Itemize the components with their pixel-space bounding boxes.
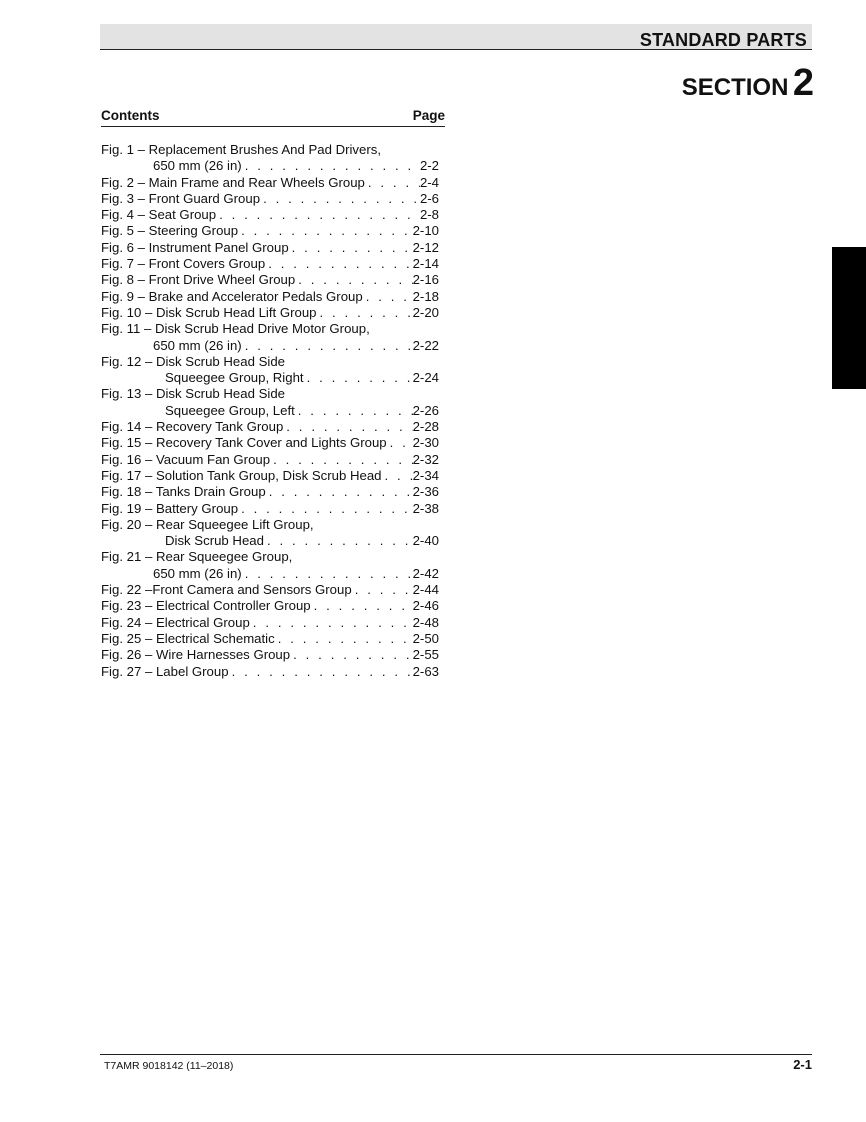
toc-entry[interactable] [101, 484, 439, 500]
table-of-contents [101, 108, 445, 680]
toc-entry-title: Fig. 22 –Front Camera and Sensors Group [101, 582, 352, 598]
toc-entry-title: Fig. 24 – Electrical Group [101, 614, 250, 630]
toc-header [101, 108, 445, 127]
dot-leader [242, 158, 420, 174]
toc-entry-title: Fig. 9 – Brake and Accelerator Pedals Group [101, 288, 363, 304]
header-title: STANDARD PARTS [639, 30, 807, 50]
dot-leader [265, 256, 412, 272]
footer-doc-id: T7AMR 9018142 (11–2018) [104, 1060, 234, 1072]
toc-entry-page: 2-40 [412, 533, 439, 549]
toc-entry-title: Fig. 4 – Seat Group [101, 207, 217, 223]
toc-entry-title: Fig. 20 – Rear Squeegee Lift Group, [101, 516, 314, 532]
toc-entry[interactable] [101, 435, 439, 451]
toc-entry-page: 2-6 [419, 190, 439, 206]
toc-entry[interactable] [101, 175, 439, 191]
toc-entry-page: 2-20 [412, 304, 439, 320]
toc-entry-title: Squeegee Group, Left [165, 402, 295, 418]
toc-entry[interactable] [101, 289, 439, 305]
toc-entry-page: 2-32 [412, 451, 439, 467]
toc-entry[interactable] [101, 501, 439, 517]
toc-entry-title: Fig. 1 – Replacement Brushes And Pad Drivers, [101, 142, 382, 157]
toc-entry-title: Fig. 12 – Disk Scrub Head Side [101, 353, 285, 369]
contents-label: Contents [101, 108, 160, 123]
toc-entry-title: Fig. 18 – Tanks Drain Group [101, 484, 266, 500]
footer-divider [100, 1054, 812, 1055]
dot-leader [352, 582, 413, 598]
toc-entry-page: 2-24 [412, 370, 439, 386]
dot-leader [266, 484, 413, 500]
toc-entry-title: Fig. 13 – Disk Scrub Head Side [101, 386, 285, 402]
toc-entry-title: Fig. 25 – Electrical Schematic [101, 630, 275, 646]
dot-leader [264, 533, 413, 549]
toc-entry-page: 2-2 [419, 158, 439, 174]
toc-entry-page: 2-10 [412, 223, 439, 239]
toc-entry[interactable] [101, 615, 439, 631]
toc-entry[interactable] [101, 468, 439, 484]
footer-page-number: 2-1 [793, 1057, 812, 1072]
dot-leader [289, 240, 413, 256]
toc-entry-page: 2-34 [412, 467, 439, 483]
toc-entry-page: 2-28 [412, 419, 439, 435]
dot-leader [238, 501, 413, 517]
toc-entry-title: Fig. 27 – Label Group [101, 663, 229, 679]
toc-entry-title: Fig. 17 – Solution Tank Group, Disk Scrub Head [101, 467, 382, 483]
toc-entry-page: 2-42 [412, 565, 439, 581]
dot-leader [270, 452, 413, 468]
toc-entry-page: 2-16 [412, 272, 439, 288]
toc-entry[interactable] [101, 256, 439, 272]
toc-entry[interactable] [101, 582, 439, 598]
toc-entry-title: Disk Scrub Head [165, 533, 264, 549]
toc-entry-page: 2-18 [412, 288, 439, 304]
toc-entry-title: Fig. 26 – Wire Harnesses Group [101, 647, 291, 663]
toc-entry-title: Fig. 14 – Recovery Tank Group [101, 419, 284, 435]
page-label: Page [412, 108, 445, 123]
dot-leader [250, 615, 413, 631]
toc-entry-title: Fig. 23 – Electrical Controller Group [101, 598, 311, 614]
toc-entry[interactable] [101, 223, 439, 239]
toc-entry-title: Fig. 3 – Front Guard Group [101, 190, 261, 206]
toc-entry-page: 2-44 [412, 582, 439, 598]
dot-leader [242, 338, 413, 354]
dot-leader [238, 223, 413, 239]
dot-leader [363, 289, 413, 305]
dot-leader [387, 435, 413, 451]
toc-entry[interactable] [101, 142, 439, 175]
dot-leader [295, 403, 413, 419]
toc-entry[interactable] [101, 354, 439, 387]
header-bar [100, 24, 812, 50]
toc-entry[interactable] [101, 549, 439, 582]
dot-leader [260, 191, 420, 207]
toc-entry-title: 650 mm (26 in) [153, 565, 242, 581]
toc-entry[interactable] [101, 517, 439, 550]
toc-entry-page: 2-30 [412, 435, 439, 451]
dot-leader [290, 647, 412, 663]
toc-entry-title: Fig. 10 – Disk Scrub Head Lift Group [101, 304, 317, 320]
toc-entry-title: Fig. 19 – Battery Group [101, 500, 239, 516]
toc-list [101, 142, 439, 680]
toc-entry-title: Fig. 8 – Front Drive Wheel Group [101, 272, 296, 288]
toc-entry-page: 2-12 [412, 239, 439, 255]
section-number: 2 [792, 62, 814, 104]
toc-entry-page: 2-14 [412, 256, 439, 272]
toc-entry[interactable] [101, 647, 439, 663]
dot-leader [216, 207, 420, 223]
dot-leader [283, 419, 412, 435]
toc-entry-page: 2-36 [412, 484, 439, 500]
toc-entry[interactable] [101, 386, 439, 419]
toc-entry-title: Fig. 6 – Instrument Panel Group [101, 239, 289, 255]
toc-entry[interactable] [101, 321, 439, 354]
toc-entry-title: Fig. 21 – Rear Squeegee Group, [101, 549, 293, 565]
toc-entry-page: 2-22 [412, 337, 439, 353]
dot-leader [311, 598, 413, 614]
section-title [682, 62, 814, 105]
toc-entry[interactable] [101, 419, 439, 435]
toc-entry-title: Fig. 16 – Vacuum Fan Group [101, 451, 271, 467]
toc-entry-title: Fig. 7 – Front Covers Group [101, 256, 266, 272]
toc-entry[interactable] [101, 664, 439, 680]
toc-entry[interactable] [101, 207, 439, 223]
toc-entry[interactable] [101, 272, 439, 288]
toc-entry-title: 650 mm (26 in) [153, 337, 242, 353]
toc-entry-title: 650 mm (26 in) [153, 158, 242, 174]
section-tab-marker [832, 247, 866, 389]
toc-entry-page: 2-26 [412, 402, 439, 418]
toc-entry[interactable] [101, 631, 439, 647]
dot-leader [382, 468, 413, 484]
toc-entry-page: 2-63 [412, 663, 439, 679]
dot-leader [242, 566, 413, 582]
section-label: SECTION [681, 74, 789, 101]
toc-entry[interactable] [101, 191, 439, 207]
toc-entry-title: Fig. 2 – Main Frame and Rear Wheels Group [101, 174, 365, 190]
toc-entry-page: 2-48 [412, 614, 439, 630]
toc-entry-page: 2-38 [412, 500, 439, 516]
toc-entry[interactable] [101, 452, 439, 468]
toc-entry[interactable] [101, 240, 439, 256]
dot-leader [229, 664, 413, 680]
toc-entry-page: 2-55 [412, 647, 439, 663]
toc-entry-title: Squeegee Group, Right [165, 370, 304, 386]
toc-entry-page: 2-50 [412, 630, 439, 646]
toc-entry-page: 2-4 [419, 174, 439, 190]
dot-leader [304, 370, 413, 386]
toc-entry-title: Fig. 15 – Recovery Tank Cover and Lights Group [101, 435, 387, 451]
toc-entry-title: Fig. 5 – Steering Group [101, 223, 239, 239]
toc-entry-page: 2-8 [419, 207, 439, 223]
dot-leader [275, 631, 413, 647]
dot-leader [365, 175, 420, 191]
dot-leader [295, 272, 412, 288]
toc-entry[interactable] [101, 305, 439, 321]
toc-entry-title: Fig. 11 – Disk Scrub Head Drive Motor Group, [101, 321, 370, 337]
dot-leader [317, 305, 413, 321]
toc-entry[interactable] [101, 598, 439, 614]
toc-entry-page: 2-46 [412, 598, 439, 614]
